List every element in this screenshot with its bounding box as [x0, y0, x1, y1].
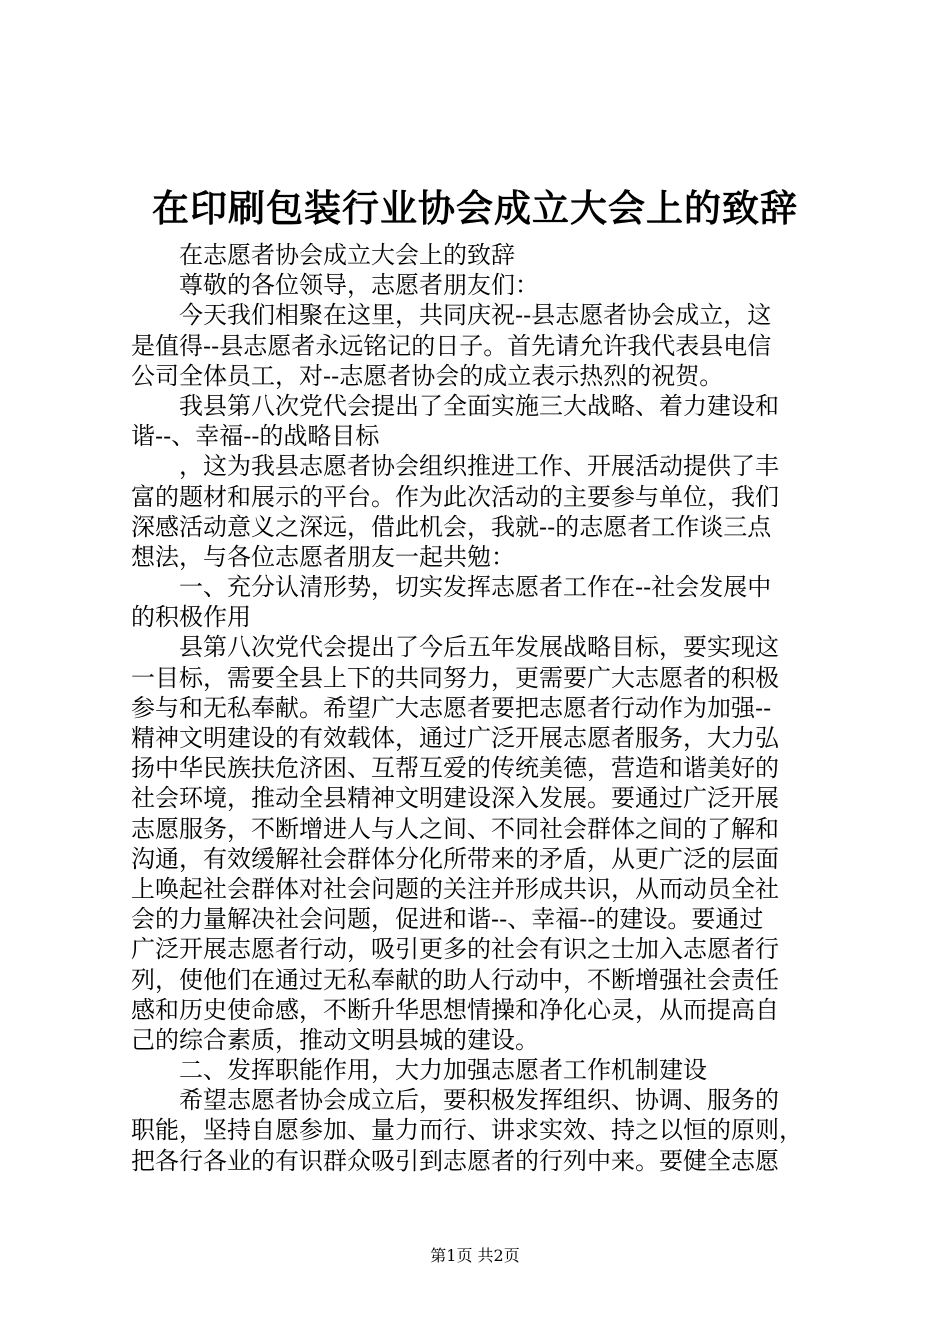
body-line: 把各行各业的有识群众吸引到志愿者的行列中来。要健全志愿 — [131, 1146, 779, 1175]
body-line: 精神文明建设的有效载体，通过广泛开展志愿者服务，大力弘 — [131, 724, 779, 752]
body-line: 在志愿者协会成立大会上的致辞 — [131, 241, 515, 269]
body-line: 今天我们相聚在这里，共同庆祝--县志愿者协会成立，这 — [131, 301, 772, 330]
body-line: 职能，坚持自愿参加、量力而行、讲求实效、持之以恒的原则， — [131, 1116, 803, 1145]
body-line: 的积极作用 — [131, 603, 251, 632]
body-line: 谐--、幸福--的战略目标 — [131, 422, 380, 451]
document-body — [131, 240, 831, 1176]
body-line: 扬中华民族扶危济困、互帮互爱的传统美德，营造和谐美好的 — [131, 754, 779, 783]
body-line: 感和历史使命感，不断升华思想情操和净化心灵，从而提高自 — [131, 995, 779, 1024]
document-title: 在印刷包装行业协会成立大会上的致辞 — [152, 186, 798, 230]
body-line: 我县第八次党代会提出了全面实施三大战略、着力建设和 — [131, 391, 779, 420]
body-line: 尊敬的各位领导，志愿者朋友们： — [131, 271, 539, 300]
body-line: 己的综合素质，推动文明县城的建设。 — [131, 1025, 539, 1054]
body-line: 志愿服务，不断增进人与人之间、不同社会群体之间的了解和 — [131, 814, 779, 843]
body-line: 富的题材和展示的平台。作为此次活动的主要参与单位，我们 — [131, 482, 779, 511]
body-line: 县第八次党代会提出了今后五年发展战略目标，要实现这 — [131, 633, 779, 662]
body-line: 想法，与各位志愿者朋友一起共勉： — [131, 542, 515, 571]
body-line: 会的力量解决社会问题，促进和谐--、幸福--的建设。要通过 — [131, 905, 764, 934]
body-line: 一目标，需要全县上下的共同努力，更需要广大志愿者的积极 — [131, 663, 779, 692]
body-line: 希望志愿者协会成立后，要积极发挥组织、协调、服务的 — [131, 1086, 779, 1115]
body-line: 社会环境，推动全县精神文明建设深入发展。要通过广泛开展 — [131, 784, 779, 813]
body-line: 公司全体员工，对--志愿者协会的成立表示热烈的祝贺。 — [131, 361, 724, 390]
body-line: 深感活动意义之深远，借此机会，我就--的志愿者工作谈三点 — [131, 512, 772, 541]
body-line: 上唤起社会群体对社会问题的关注并形成共识，从而动员全社 — [131, 874, 779, 903]
body-line: 二、发挥职能作用，大力加强志愿者工作机制建设 — [131, 1056, 707, 1085]
page-number-footer: 第1页 共2页 — [430, 1246, 520, 1265]
body-line: 广泛开展志愿者行动，吸引更多的社会有识之士加入志愿者行 — [131, 935, 779, 964]
body-line: 列，使他们在通过无私奉献的助人行动中，不断增强社会责任 — [131, 965, 779, 994]
body-line: 是值得--县志愿者永远铭记的日子。首先请允许我代表县电信 — [131, 331, 772, 360]
body-line: ，这为我县志愿者协会组织推进工作、开展活动提供了丰 — [131, 452, 779, 481]
body-line: 参与和无私奉献。希望广大志愿者要把志愿者行动作为加强-- — [131, 693, 772, 722]
body-line: 沟通，有效缓解社会群体分化所带来的矛盾，从更广泛的层面 — [131, 844, 779, 873]
body-line: 一、充分认清形势，切实发挥志愿者工作在--社会发展中 — [131, 573, 772, 602]
